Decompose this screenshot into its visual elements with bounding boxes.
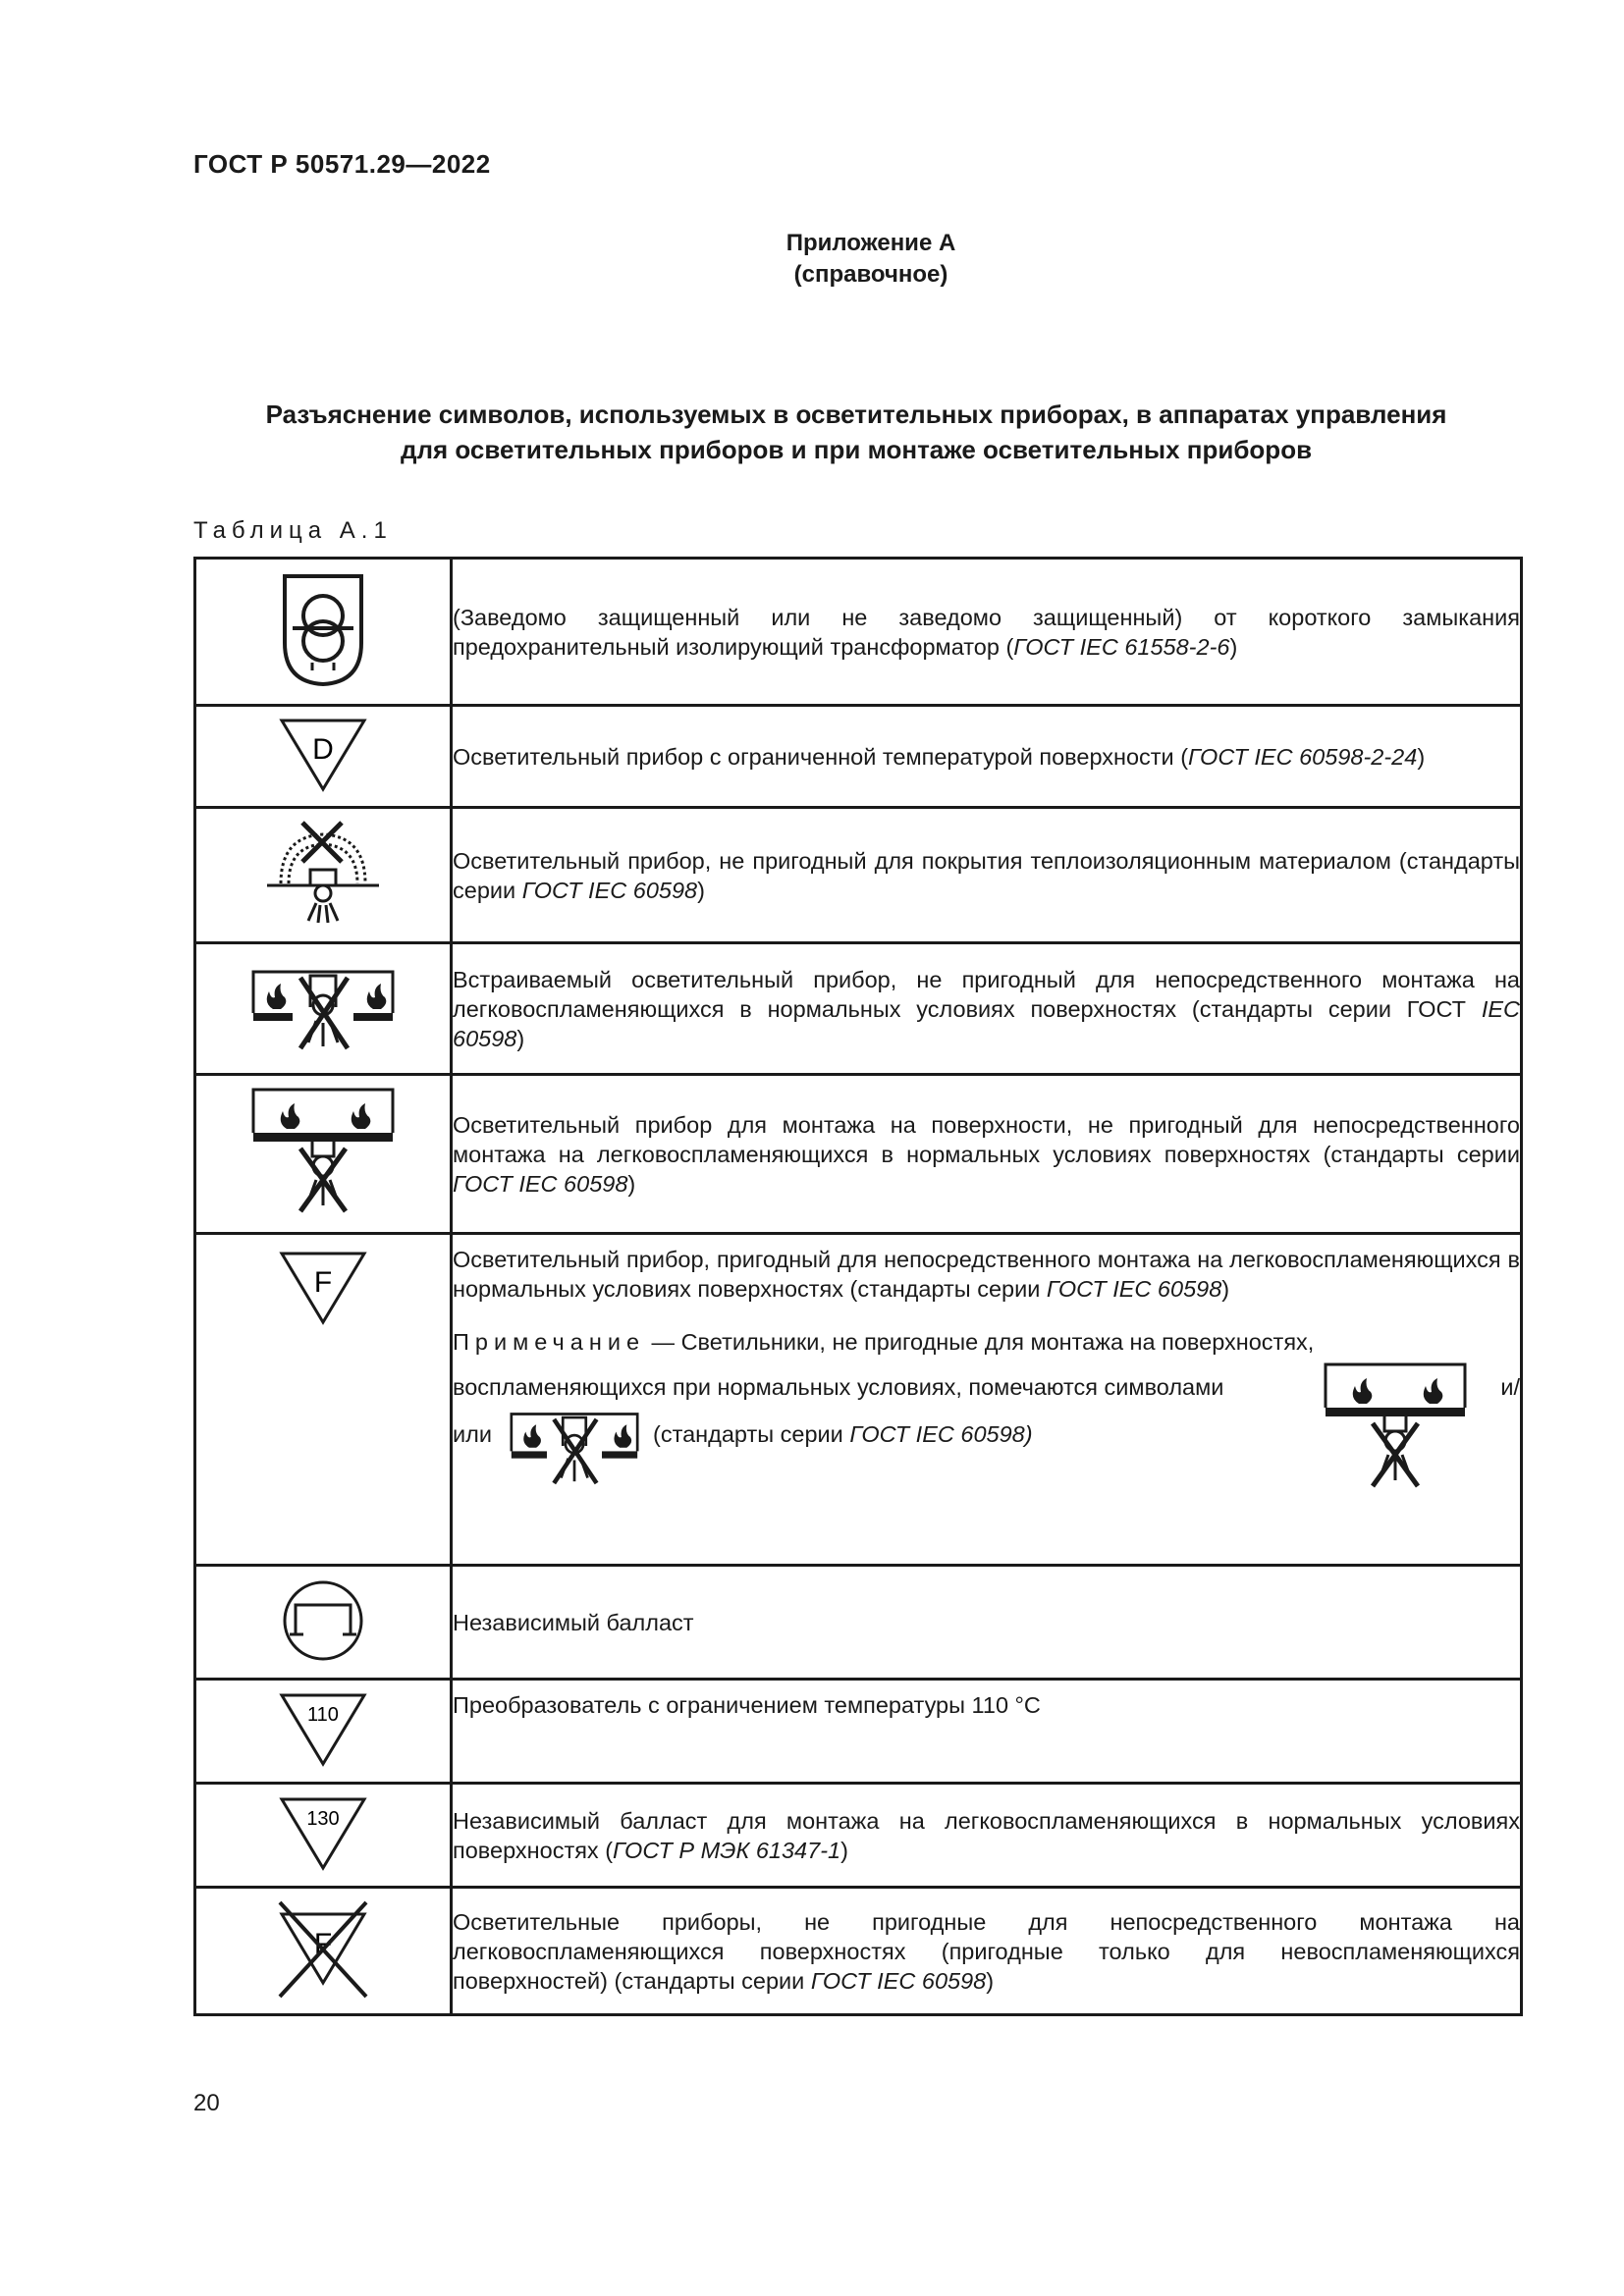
symbol-cell xyxy=(195,1784,452,1888)
table-row xyxy=(195,559,1522,706)
description-text-part: Осветительные приборы, не пригодные для непосредственного монтажа на легковоспламеняющихся поверхностях (пригодные только для невоспламеняющихся поверхностей) (стандарты серии xyxy=(453,1908,1520,1994)
description-text-part: Осветительный прибор с ограниченной температурой поверхности ( xyxy=(453,743,1189,770)
description-cell xyxy=(452,1784,1522,1888)
table-row xyxy=(195,1784,1522,1888)
triangle-f-letter: F xyxy=(313,1266,333,1299)
section-title-line-2: для осветительных приборов и при монтаже осветительных приборов xyxy=(400,435,1313,464)
description-cell xyxy=(452,706,1522,808)
description-text-part: Осветительный прибор, пригодный для непосредственного монтажа на легковоспламеняющихся в нормальных условиях поверхностях (стандарты серии xyxy=(453,1247,1520,1302)
description-cell xyxy=(452,1075,1522,1234)
standard-reference: ГОСТ IEC 60598 xyxy=(1046,1276,1222,1302)
document-number: ГОСТ Р 50571.29—2022 xyxy=(193,149,491,179)
description-text-part: Осветительный прибор для монтажа на поверхности, не пригодный для непосредственного монтажа на легковоспламеняющихся в нормальных условиях поверхностях (стандарты серии xyxy=(453,1111,1520,1167)
shield-transformer-icon xyxy=(279,572,367,688)
independent-ballast-icon xyxy=(282,1579,364,1662)
table-label: Таблица А.1 xyxy=(193,517,393,544)
description-cell xyxy=(452,1680,1522,1784)
table-row xyxy=(195,706,1522,808)
triangle-f-icon xyxy=(279,1251,367,1325)
symbol-cell xyxy=(195,1234,452,1566)
note xyxy=(453,1327,1520,1478)
note-text-5: (стандарты серии xyxy=(653,1421,850,1447)
description-text-part: ) xyxy=(627,1170,636,1197)
annex-title: Приложение А xyxy=(785,230,956,256)
no-thermal-insulation-icon xyxy=(259,819,387,929)
description-cell xyxy=(452,943,1522,1075)
surface-not-flammable-icon xyxy=(249,1084,397,1221)
triangle-d-letter: D xyxy=(312,733,334,766)
symbol-cell xyxy=(195,943,452,1075)
symbols-table xyxy=(193,557,1523,2016)
annex-type: (справочное) xyxy=(793,261,948,288)
symbol-cell xyxy=(195,1566,452,1680)
standard-reference: ГОСТ IEC 60598 xyxy=(521,877,698,903)
standard-reference: ГОСТ IEC 60598-2-24 xyxy=(1188,743,1418,770)
standard-reference: ГОСТ IEC 61558-2-6 xyxy=(1013,633,1230,660)
description-text-part: Независимый балласт xyxy=(453,1609,694,1635)
recessed-not-flammable-small-icon xyxy=(508,1400,641,1492)
table-row xyxy=(195,1234,1522,1566)
symbol-cell xyxy=(195,559,452,706)
note-text-2: воспламеняющихся при нормальных условиях, помечаются символами xyxy=(453,1374,1224,1400)
description-text-part: Осветительный прибор, не пригодный для покрытия теплоизоляционным материалом (стандарты серии xyxy=(453,847,1520,903)
note-text-3: и/ xyxy=(1500,1374,1520,1400)
symbol-cell xyxy=(195,808,452,943)
standard-reference: IEC 60598 xyxy=(453,995,1520,1051)
description-text-part: ) xyxy=(986,1967,995,1994)
description-text-part: Независимый балласт для монтажа на легковоспламеняющихся в нормальных условиях поверхностях ( xyxy=(453,1807,1520,1863)
standard-reference: ГОСТ IEC 60598 xyxy=(453,1170,628,1197)
symbol-cell xyxy=(195,1680,452,1784)
description-text-part: (Заведомо защищенный или не заведомо защищенный) от короткого замыкания предохранительный изолирующий трансформатор ( xyxy=(453,604,1520,660)
recessed-not-flammable-icon xyxy=(249,956,397,1058)
triangle-f-crossed-letter: F xyxy=(313,1928,333,1960)
description-text-part: Встраиваемый осветительный прибор, не пригодный для непосредственного монтажа на легковоспламеняющихся в нормальных условиях поверхностях (стандарты серии ГОСТ xyxy=(453,966,1520,1022)
description-cell xyxy=(452,808,1522,943)
table-row xyxy=(195,943,1522,1075)
description-cell xyxy=(452,1888,1522,2015)
description-text-part: ) xyxy=(840,1837,848,1863)
section-title xyxy=(193,397,1519,467)
table-row xyxy=(195,1888,1522,2015)
note-text-5-italic: ГОСТ IEC 60598) xyxy=(849,1421,1033,1447)
description-text-part: ) xyxy=(697,877,705,903)
table-row xyxy=(195,1075,1522,1234)
annex-heading xyxy=(0,228,1624,291)
table-row xyxy=(195,808,1522,943)
symbol-cell xyxy=(195,1888,452,2015)
table-row xyxy=(195,1680,1522,1784)
standard-reference: ГОСТ IEC 60598 xyxy=(810,1967,987,1994)
description-text xyxy=(453,1235,1520,1304)
triangle-130-value: 130 xyxy=(306,1808,340,1830)
note-text-4: или xyxy=(453,1421,492,1447)
section-title-line-1: Разъяснение символов, используемых в осветительных приборах, в аппаратах управления xyxy=(265,400,1447,429)
description-text xyxy=(453,1681,1520,1720)
description-text-part: Преобразователь с ограничением температуры 110 °C xyxy=(453,1692,1041,1718)
triangle-110-value: 110 xyxy=(307,1704,339,1726)
note-text-1: — Светильники, не пригодные для монтажа на поверхностях, xyxy=(645,1329,1315,1355)
triangle-110-icon xyxy=(279,1692,367,1767)
triangle-f-crossed-icon xyxy=(274,1898,372,2001)
description-text-part: ) xyxy=(1417,743,1426,770)
description-text-part: ) xyxy=(1221,1276,1230,1302)
page-number: 20 xyxy=(193,2090,220,2116)
note-label: Примечание xyxy=(453,1329,646,1355)
triangle-130-icon xyxy=(279,1796,367,1871)
description-cell xyxy=(452,1566,1522,1680)
description-cell xyxy=(452,1234,1522,1566)
description-cell xyxy=(452,559,1522,706)
symbol-cell xyxy=(195,706,452,808)
description-text-part: ) xyxy=(516,1025,525,1051)
triangle-d-icon xyxy=(279,718,367,792)
table-row xyxy=(195,1566,1522,1680)
standard-reference: ГОСТ Р МЭК 61347-1 xyxy=(613,1837,841,1863)
symbol-cell xyxy=(195,1075,452,1234)
description-text-part: ) xyxy=(1229,633,1238,660)
